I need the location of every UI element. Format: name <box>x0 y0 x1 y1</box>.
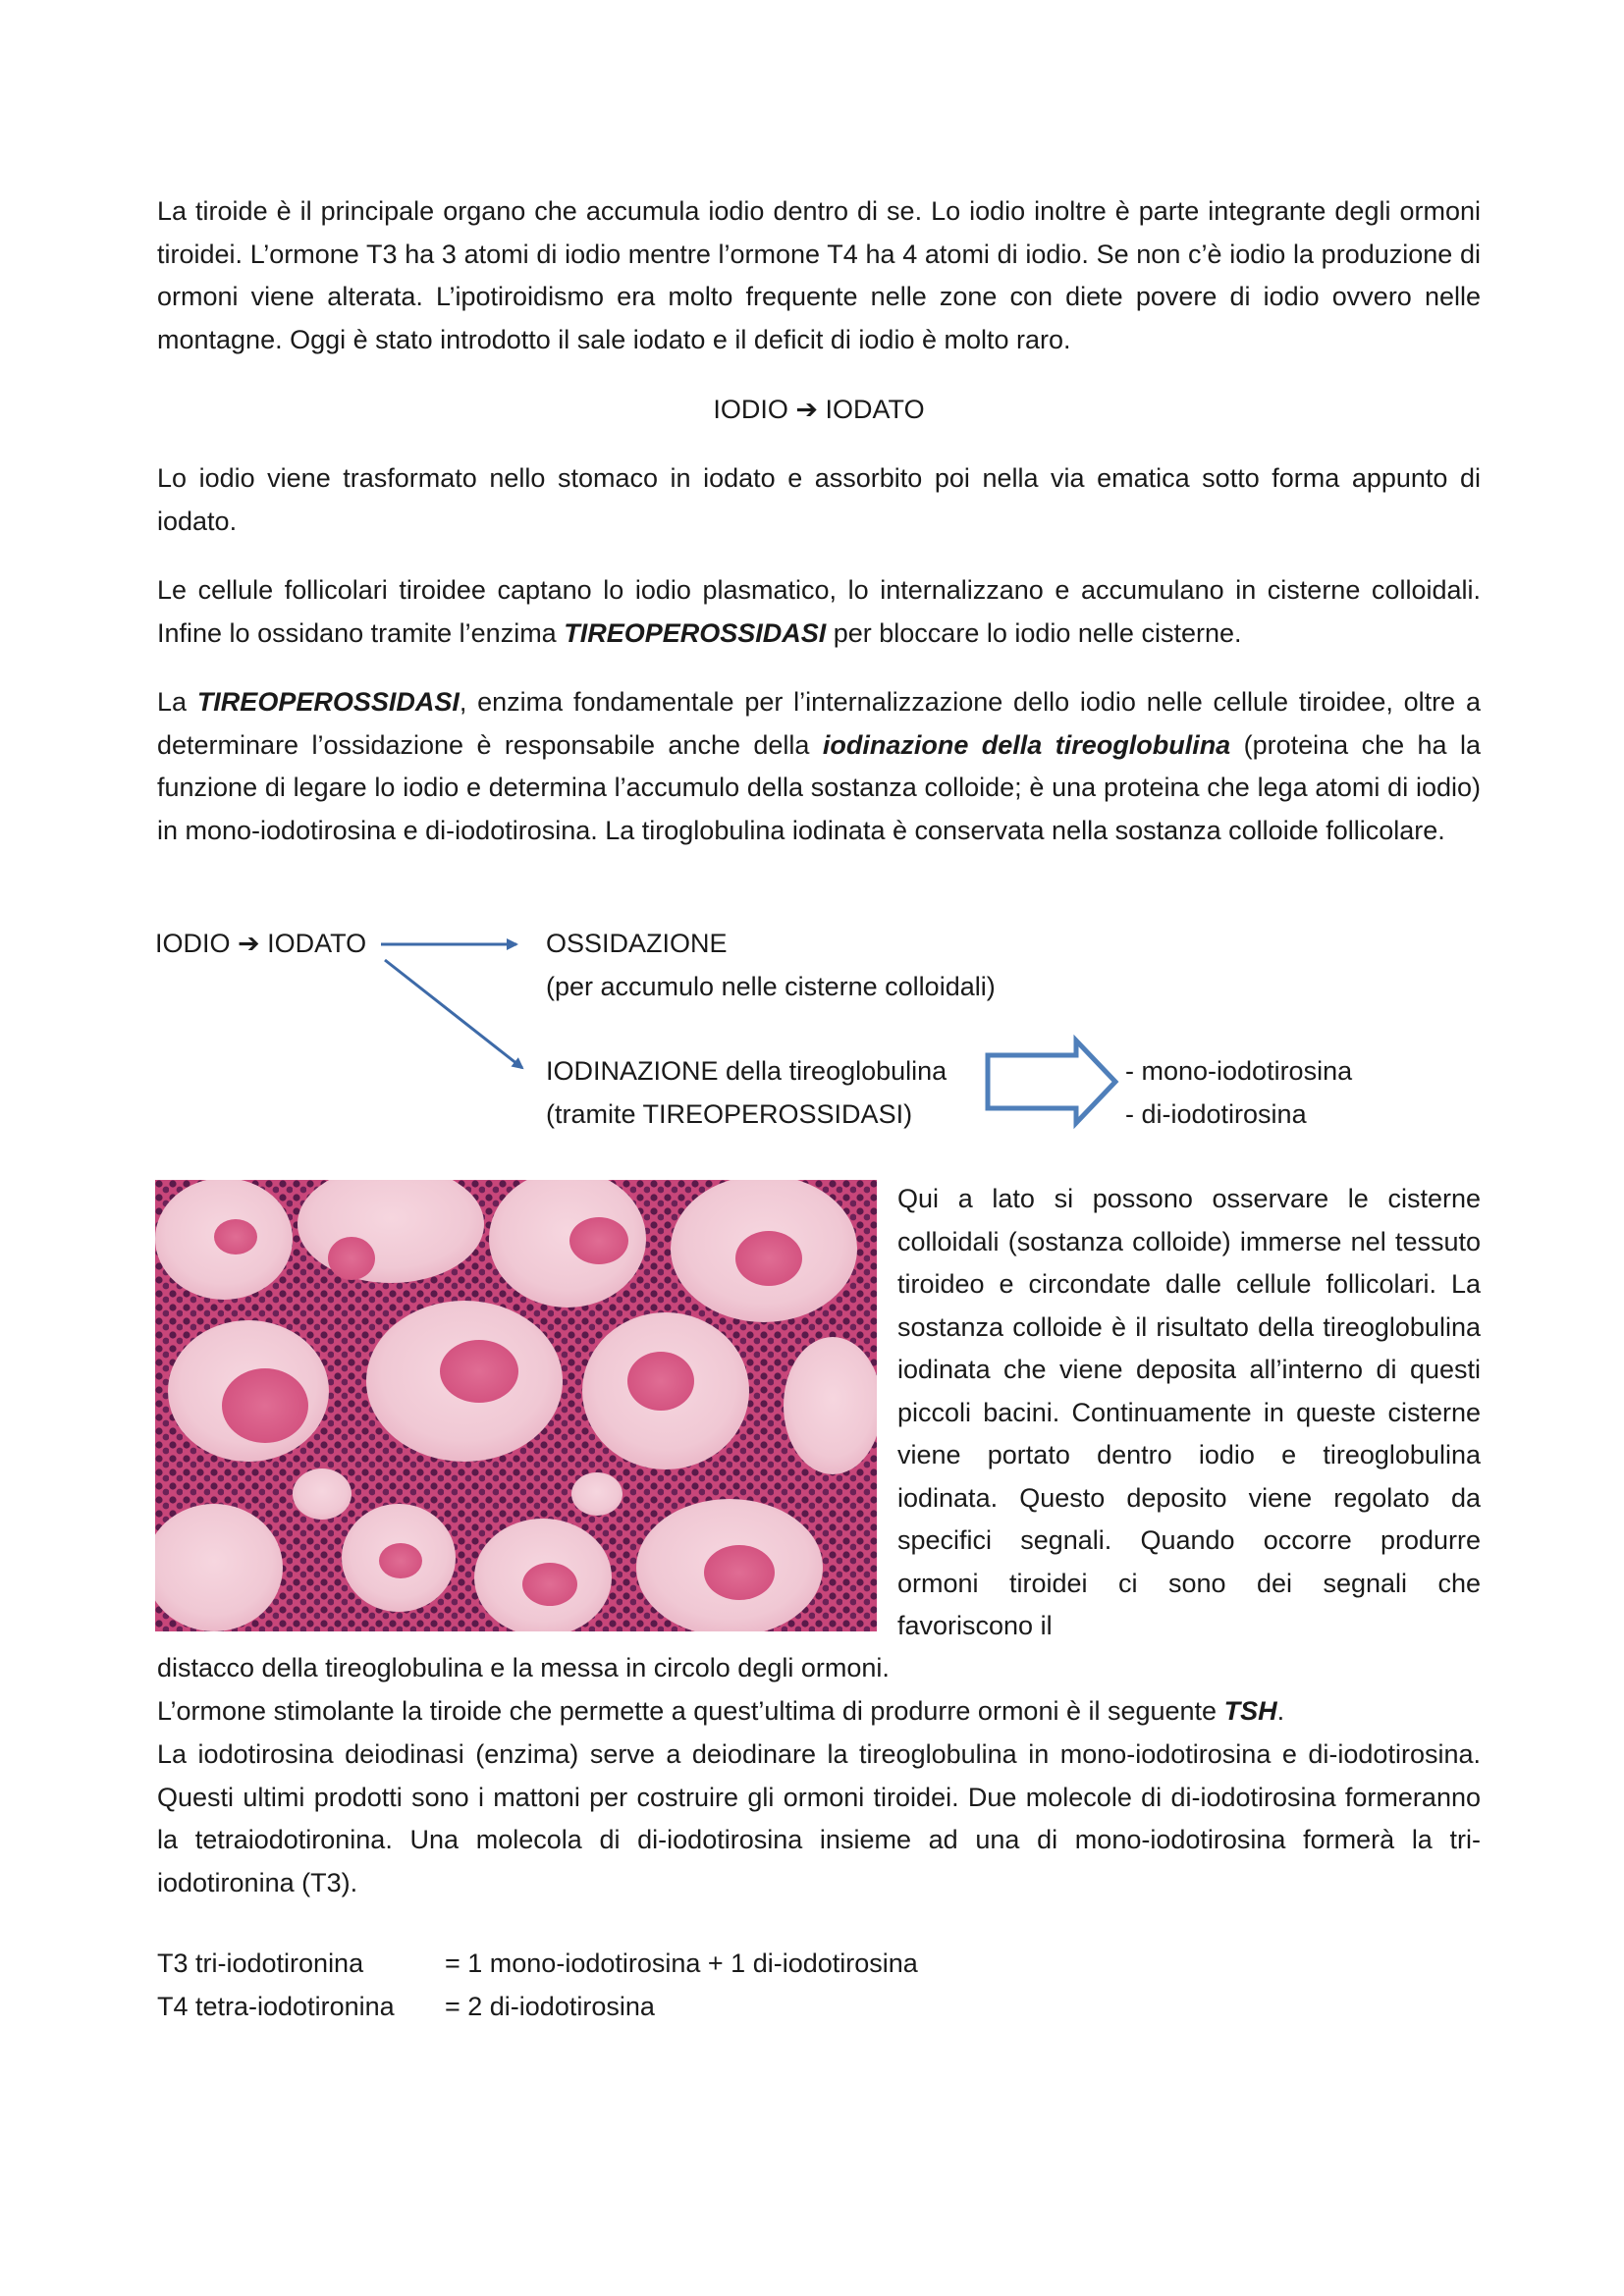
formula-name: T4 tetra-iodotironina <box>157 1992 395 2021</box>
diagram-oxidation-title: OSSIDAZIONE <box>546 929 728 958</box>
formula-value: = 2 di-iodotirosina <box>445 1992 655 2021</box>
block-arrow-icon <box>988 1041 1115 1123</box>
thyroid-histology-image <box>155 1180 877 1631</box>
intro-paragraph: La tiroide è il principale organo che accumula iodio dentro di se. Lo iodio inoltre è parte integrante degli ormoni tiroidei. L’ormone T3 ha 3 atomi di iodio mentre l’ormone T4 ha 4 atomi di iodio. Se non c’è iodio la produzione di ormoni viene alterata. L’ipotiroidismo era molto frequente nelle zone con diete povere di iodio ovvero nelle montagne. Oggi è stato introdotto il sale iodato e il deficit di iodio è molto raro. <box>157 196 1481 354</box>
iodio-iodato-heading: IODIO ➔ IODATO <box>713 395 925 424</box>
tsh-paragraph: L’ormone stimolante la tiroide che permette a quest’ultima di produrre ormoni è il seguente TSH. <box>157 1696 1285 1726</box>
deiodinase-paragraph: La iodotirosina deiodinasi (enzima) serve a deiodinare la tireoglobulina in mono-iodotirosina e di-iodotirosina. Questi ultimi prodotti sono i mattoni per costruire gli ormoni tiroidei. Due molecole di di-iodotirosina formeranno la tetraiodotironina. Una molecola di di-iodotirosina insieme ad una di mono-iodotirosina formerà la tri-iodotironina (T3). <box>157 1739 1481 1897</box>
absorption-paragraph: Lo iodio viene trasformato nello stomaco in iodato e assorbito poi nella via ematica sotto forma appunto di iodato. <box>157 463 1481 536</box>
formula-value: = 1 mono-iodotirosina + 1 di-iodotirosina <box>445 1949 918 1978</box>
tireoperossidasi-paragraph: La TIREOPEROSSIDASI, enzima fondamentale per l’internalizzazione dello iodio nelle cellule tiroidee, oltre a determinare l’ossidazione è responsabile anche della iodinazione della tireoglobulina (proteina che ha la funzione di legare lo iodio e determina l’accumulo della sostanza colloide; è una proteina che lega atomi di iodio) in mono-iodotirosina e di-iodotirosina. La tiroglobulina iodinata è conservata nella sostanza colloide follicolare. <box>157 687 1481 845</box>
formula-name: T3 tri-iodotironina <box>157 1949 364 1978</box>
diagram-source: IODIO ➔ IODATO <box>155 929 367 958</box>
diagram-product-mono: - mono-iodotirosina <box>1125 1056 1353 1086</box>
diagram-iodination-note: (tramite TIREOPEROSSIDASI) <box>546 1099 913 1129</box>
formula-t4 <box>157 1986 655 2029</box>
iodination-arrow <box>385 960 522 1068</box>
diagram-iodination-title: IODINAZIONE della tireoglobulina <box>546 1056 947 1086</box>
follicular-cells-paragraph: Le cellule follicolari tiroidee captano lo iodio plasmatico, lo internalizzano e accumulano in cisterne colloidali. Infine lo ossidano tramite l’enzima TIREOPEROSSIDASI per bloccare lo iodio nelle cisterne. <box>157 575 1481 648</box>
continuation-paragraph: distacco della tireoglobulina e la messa in circolo degli ormoni. <box>157 1653 890 1682</box>
formula-t3 <box>157 1943 918 1986</box>
iodination-term: iodinazione della tireoglobulina <box>822 729 1231 760</box>
enzyme-name: TIREOPEROSSIDASI <box>564 617 827 648</box>
tsh-term: TSH <box>1223 1696 1277 1726</box>
enzyme-name: TIREOPEROSSIDASI <box>196 687 460 717</box>
diagram-oxidation-note: (per accumulo nelle cisterne colloidali) <box>546 972 996 1001</box>
image-caption-text: Qui a lato si possono osservare le cisterne colloidali (sostanza colloide) immerse nel tessuto tiroideo e circondate dalle cellule follicolari. La sostanza colloide è il risultato della tireoglobulina iodinata che viene deposita all’interno di questi piccoli bacini. Continuamente in queste cisterne viene portato dentro iodio e tireoglobulina iodinata. Questo deposito viene regolato da specifici segnali. Quando occorre produrre ormoni tiroidei ci sono dei segnali che favoriscono il <box>897 1184 1481 1640</box>
diagram-product-di: - di-iodotirosina <box>1125 1099 1307 1129</box>
